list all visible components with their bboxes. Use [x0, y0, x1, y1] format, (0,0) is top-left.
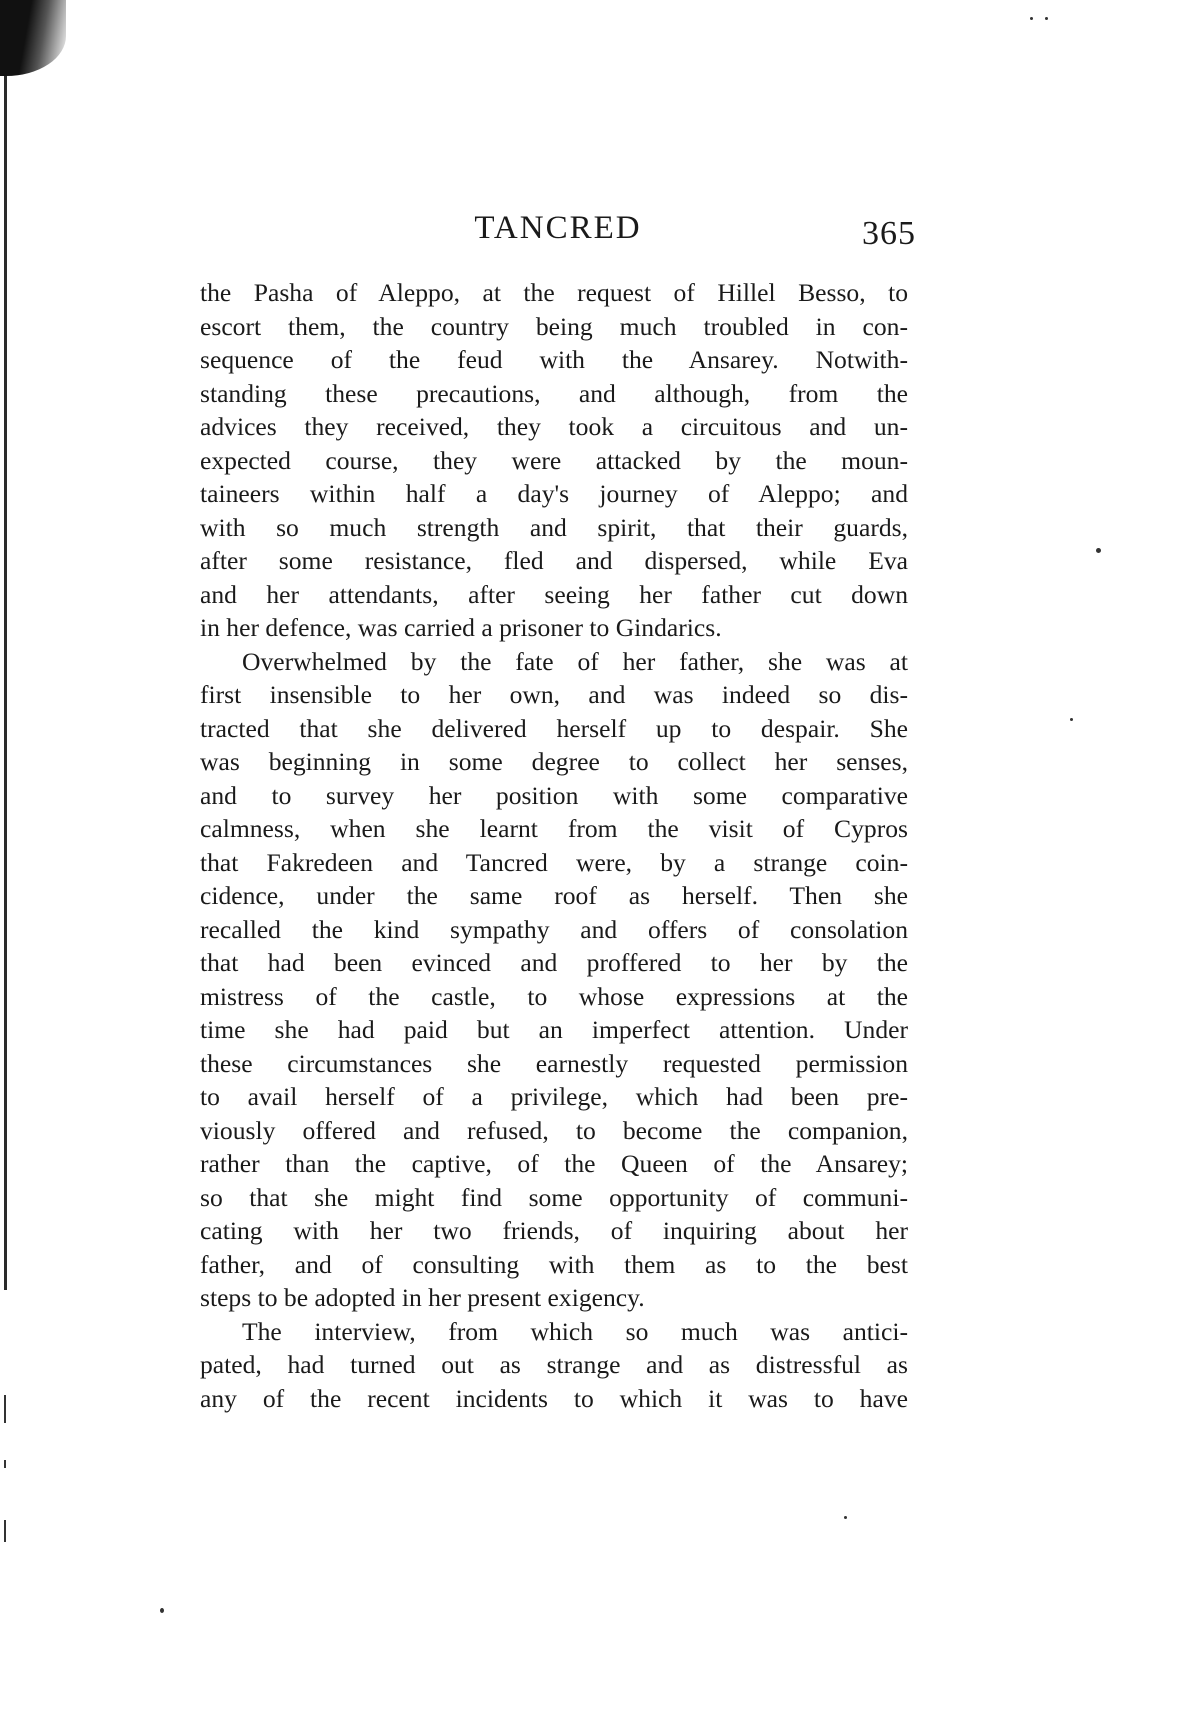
text-line: steps to be adopted in her present exigency.	[200, 1283, 645, 1312]
binding-edge	[4, 0, 7, 1290]
text-line: first insensible to her own, and was indeed so dis-	[200, 680, 908, 709]
paragraph	[200, 645, 908, 1315]
paragraph	[200, 1315, 908, 1416]
text-line: calmness, when she learnt from the visit of Cypros	[200, 814, 908, 843]
text-line: so that she might find some opportunity of communi-	[200, 1182, 908, 1212]
text-line: these circumstances she earnestly requested permission	[200, 1048, 908, 1078]
scan-speck	[1070, 718, 1073, 721]
text-line: cating with her two friends, of inquiring about her	[200, 1216, 908, 1245]
paragraph	[200, 276, 908, 645]
page-number: 365	[862, 215, 916, 252]
running-header	[200, 208, 916, 256]
scan-speck	[1096, 548, 1101, 553]
text-line: tracted that she delivered herself up to despair. She	[200, 713, 908, 743]
text-line: viously offered and refused, to become the companion,	[200, 1115, 908, 1145]
edge-mark	[4, 1460, 6, 1468]
text-line: and to survey her position with some comparative	[200, 780, 908, 810]
text-line: that Fakredeen and Tancred were, by a strange coin-	[200, 847, 908, 877]
scan-speck	[1045, 17, 1048, 20]
text-line: time she had paid but an imperfect attention. Under	[200, 1015, 908, 1044]
text-line: recalled the kind sympathy and offers of consolation	[200, 914, 908, 944]
binding-shadow	[0, 0, 66, 76]
edge-mark	[4, 1395, 6, 1423]
running-title: TANCRED	[474, 210, 642, 246]
scan-speck	[1030, 17, 1033, 20]
body-text	[200, 276, 908, 1415]
text-line: rather than the captive, of the Queen of the Ansarey;	[200, 1149, 908, 1178]
text-line: cidence, under the same roof as herself. Then she	[200, 881, 908, 910]
text-line: that had been evinced and proffered to her by the	[200, 948, 908, 977]
text-line: The interview, from which so much was antici-	[242, 1316, 908, 1346]
text-line: was beginning in some degree to collect her senses,	[200, 747, 908, 776]
text-line: in her defence, was carried a prisoner to Gindarics.	[200, 613, 722, 642]
text-line: father, and of consulting with them as to the best	[200, 1249, 908, 1279]
text-line: to avail herself of a privilege, which had been pre-	[200, 1082, 908, 1111]
text-line: after some resistance, fled and dispersed, while Eva	[200, 546, 908, 575]
text-line: pated, had turned out as strange and as distressful as	[200, 1350, 908, 1379]
text-line: the Pasha of Aleppo, at the request of Hillel Besso, to	[200, 278, 908, 307]
text-line: advices they received, they took a circuitous and un-	[200, 412, 908, 441]
text-line: expected course, they were attacked by the moun-	[200, 445, 908, 475]
edge-mark	[4, 1520, 6, 1542]
text-line: standing these precautions, and although, from the	[200, 378, 908, 408]
text-line: sequence of the feud with the Ansarey. Notwith-	[200, 345, 908, 374]
text-line: taineers within half a day's journey of Aleppo; and	[200, 479, 908, 508]
scan-speck	[844, 1516, 847, 1519]
text-line: Overwhelmed by the fate of her father, she was at	[242, 646, 908, 676]
text-line: mistress of the castle, to whose expressions at the	[200, 981, 908, 1011]
text-line: and her attendants, after seeing her father cut down	[200, 579, 908, 609]
scan-speck	[160, 1608, 164, 1613]
text-line: with so much strength and spirit, that their guards,	[200, 512, 908, 542]
text-line: any of the recent incidents to which it was to have	[200, 1383, 908, 1413]
text-line: escort them, the country being much troubled in con-	[200, 311, 908, 341]
